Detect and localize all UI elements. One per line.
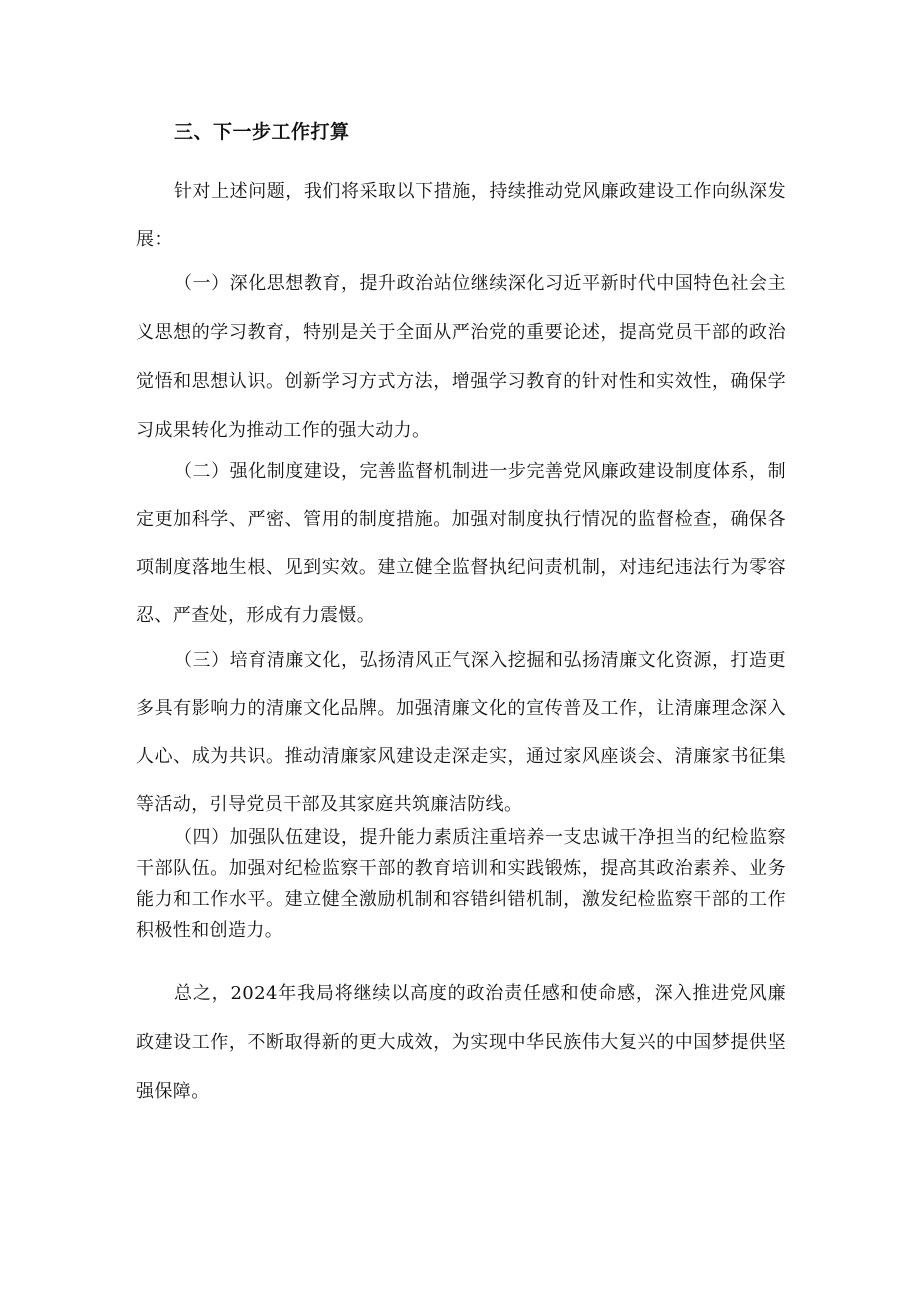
conclusion-paragraph: 总之，2024年我局将继续以高度的政治责任感和使命感，深入推进党风廉政建设工作，不断取得新的更大成效，为实现中华民族伟大复兴的中国梦提供坚强保障。 — [136, 983, 786, 1102]
section-heading: 三、下一步工作打算 — [174, 121, 350, 143]
measure-paragraph-1: （一）深化思想教育，提升政治站位继续深化习近平新时代中国特色社会主义思想的学习教育，特别是关于全面从严治党的重要论述，提高党员干部的政治觉悟和思想认识。创新学习方式方法，增强学习教育的针对性和实效性，确保学习成果转化为推动工作的强大动力。 — [136, 273, 786, 441]
intro-paragraph: 针对上述问题，我们将采取以下措施，持续推动党风廉政建设工作向纵深发展： — [136, 181, 786, 250]
measure-paragraph-3: （三）培育清廉文化，弘扬清风正气深入挖掘和弘扬清廉文化资源，打造更多具有影响力的清廉文化品牌。加强清廉文化的宣传普及工作，让清廉理念深入人心、成为共识。推动清廉家风建设走深走实，通过家风座谈会、清廉家书征集等活动，引导党员干部及其家庭共筑廉洁防线。 — [136, 650, 786, 815]
measure-paragraph-2: （二）强化制度建设，完善监督机制进一步完善党风廉政建设制度体系，制定更加科学、严密、管用的制度措施。加强对制度执行情况的监督检查，确保各项制度落地生根、见到实效。建立健全监督执纪问责机制，对违纪违法行为零容忍、严查处，形成有力震慑。 — [136, 461, 786, 626]
measure-paragraph-4: （四）加强队伍建设，提升能力素质注重培养一支忠诚干净担当的纪检监察干部队伍。加强对纪检监察干部的教育培训和实践锻炼，提高其政治素养、业务能力和工作水平。建立健全激励机制和容错纠错机制，激发纪检监察干部的工作积极性和创造力。 — [136, 827, 786, 941]
